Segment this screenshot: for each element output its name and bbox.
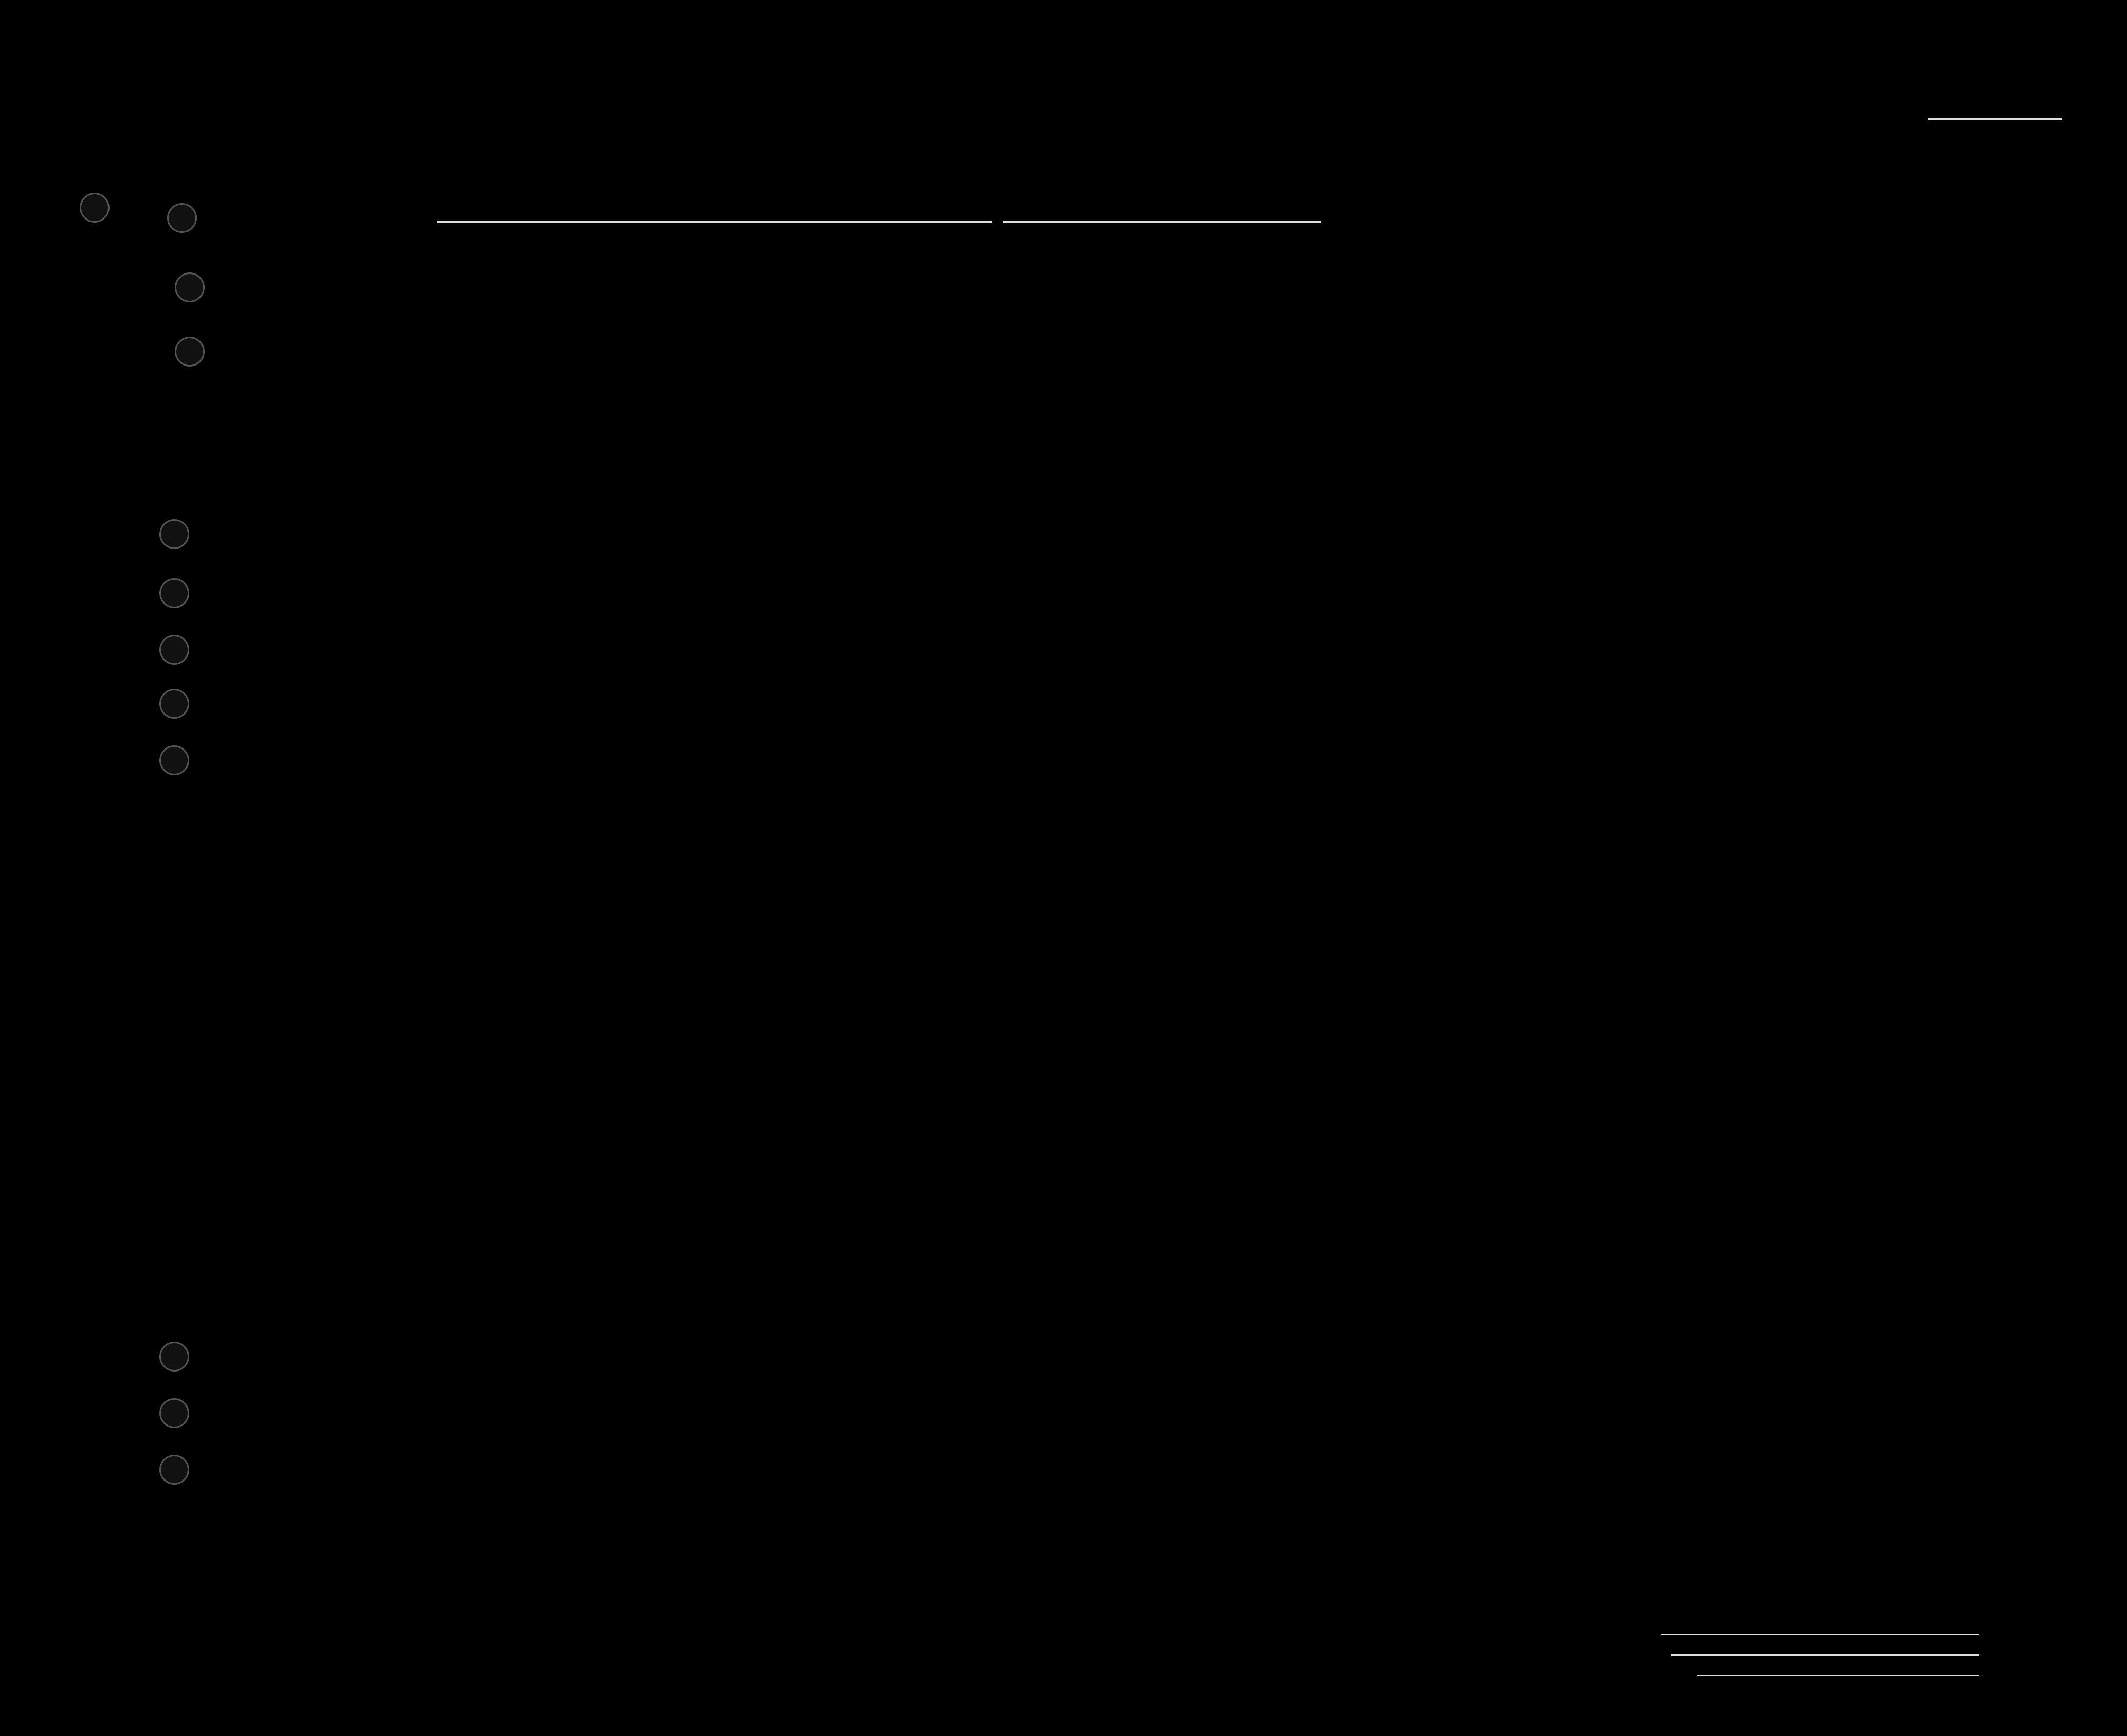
punch-hole [159,1455,189,1485]
punch-hole [159,1342,189,1372]
date-underline [1003,221,1321,223]
punch-hole [159,578,189,608]
punch-hole [159,689,189,719]
punch-hole [167,203,197,233]
punch-hole [175,337,205,367]
punch-hole [159,745,189,775]
list-underline [1928,118,2062,120]
port-underline [437,221,992,223]
punch-hole [175,272,205,302]
punch-hole [80,193,110,223]
agents-underline [1697,1675,1979,1676]
owners-underline [1671,1654,1979,1656]
manifest-sheet [36,57,2087,1696]
punch-hole [159,519,189,549]
punch-hole [159,1398,189,1428]
line-underline [1661,1634,1979,1635]
punch-hole [159,635,189,665]
